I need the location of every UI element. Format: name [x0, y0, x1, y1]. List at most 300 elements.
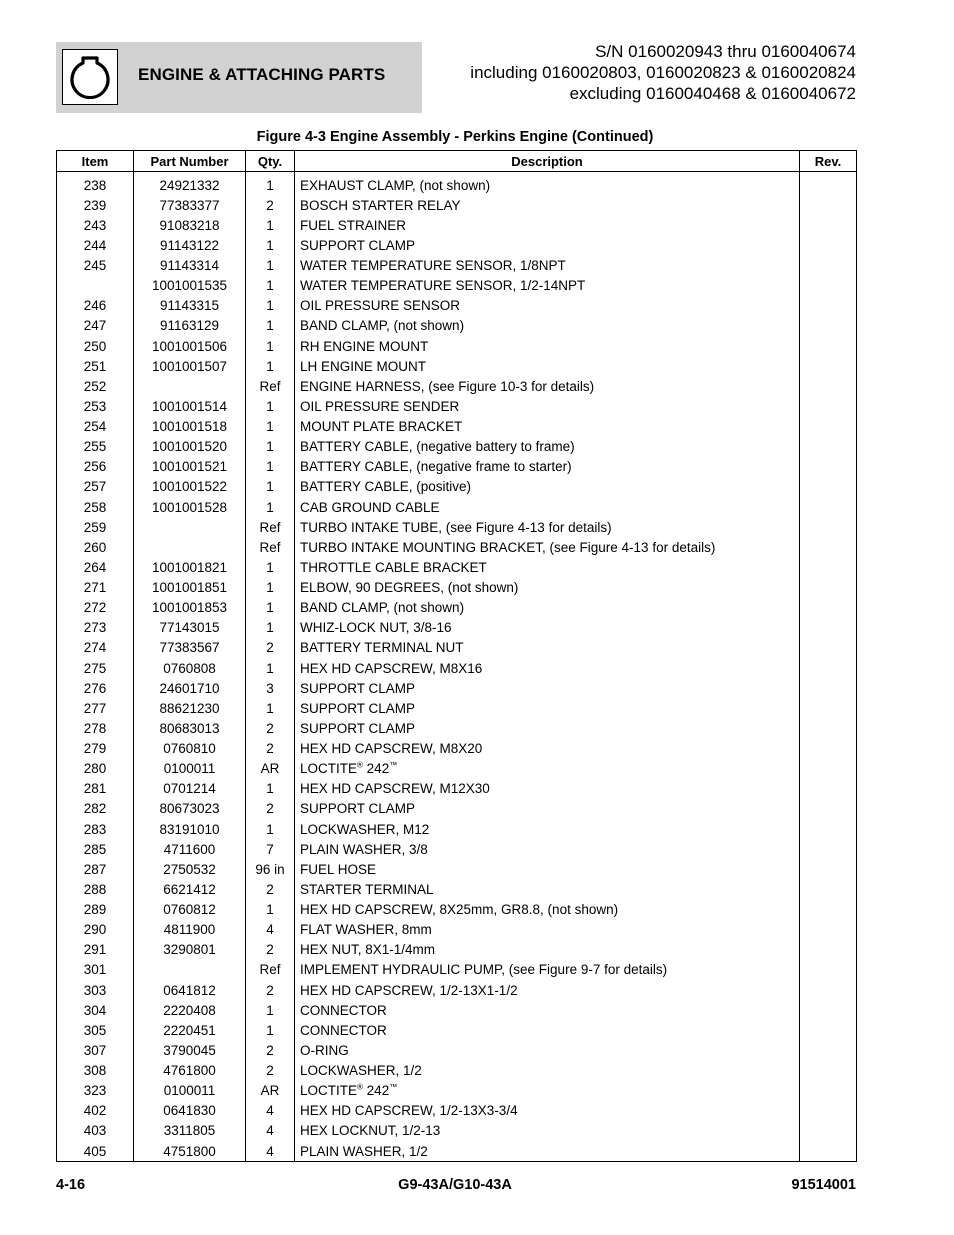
- rev-cell: [800, 336, 857, 356]
- part-number-cell: 1001001522: [134, 477, 246, 497]
- item-cell: 303: [57, 980, 134, 1000]
- part-number-cell: 1001001506: [134, 336, 246, 356]
- item-cell: 260: [57, 537, 134, 557]
- rev-cell: [800, 980, 857, 1000]
- qty-cell: 1: [246, 658, 295, 678]
- table-row: [57, 477, 857, 497]
- qty-cell: 1: [246, 417, 295, 437]
- rev-cell: [800, 839, 857, 859]
- item-cell: 238: [57, 172, 134, 196]
- part-number-cell: 1001001518: [134, 417, 246, 437]
- qty-cell: 1: [246, 618, 295, 638]
- table-row: [57, 759, 857, 779]
- description-cell: BAND CLAMP, (not shown): [295, 316, 800, 336]
- qty-cell: 1: [246, 172, 295, 196]
- qty-cell: 4: [246, 1121, 295, 1141]
- item-cell: 289: [57, 900, 134, 920]
- rev-cell: [800, 1081, 857, 1101]
- table-row: [57, 1081, 857, 1101]
- rev-cell: [800, 1020, 857, 1040]
- rev-cell: [800, 396, 857, 416]
- rev-cell: [800, 195, 857, 215]
- section-title: ENGINE & ATTACHING PARTS: [138, 65, 386, 84]
- rev-cell: [800, 316, 857, 336]
- item-cell: 253: [57, 396, 134, 416]
- table-row: [57, 799, 857, 819]
- description-cell: FUEL STRAINER: [295, 215, 800, 235]
- item-cell: 246: [57, 296, 134, 316]
- description-cell: CONNECTOR: [295, 1020, 800, 1040]
- qty-cell: AR: [246, 759, 295, 779]
- part-number-cell: 4761800: [134, 1061, 246, 1081]
- part-number-cell: 1001001521: [134, 457, 246, 477]
- description-cell: HEX LOCKNUT, 1/2-13: [295, 1121, 800, 1141]
- part-number-cell: 77143015: [134, 618, 246, 638]
- rev-cell: [800, 638, 857, 658]
- description-cell: WHIZ-LOCK NUT, 3/8-16: [295, 618, 800, 638]
- part-number-cell: 2220451: [134, 1020, 246, 1040]
- rev-cell: [800, 457, 857, 477]
- part-number-cell: 91083218: [134, 215, 246, 235]
- table-row: [57, 1020, 857, 1040]
- item-cell: 281: [57, 779, 134, 799]
- part-number-cell: 0641830: [134, 1101, 246, 1121]
- rev-cell: [800, 658, 857, 678]
- table-row: [57, 940, 857, 960]
- table-row: [57, 172, 857, 196]
- item-cell: 256: [57, 457, 134, 477]
- description-cell: HEX HD CAPSCREW, 1/2-13X1-1/2: [295, 980, 800, 1000]
- column-header-description: Description: [295, 151, 800, 172]
- table-row: [57, 900, 857, 920]
- item-cell: 323: [57, 1081, 134, 1101]
- item-cell: 274: [57, 638, 134, 658]
- part-number-cell: 1001001507: [134, 356, 246, 376]
- description-cell: WATER TEMPERATURE SENSOR, 1/2-14NPT: [295, 276, 800, 296]
- qty-cell: 1: [246, 779, 295, 799]
- qty-cell: 2: [246, 718, 295, 738]
- table-row: [57, 598, 857, 618]
- item-cell: 283: [57, 819, 134, 839]
- qty-cell: 4: [246, 1101, 295, 1121]
- part-number-cell: [134, 376, 246, 396]
- part-number-cell: 80683013: [134, 718, 246, 738]
- qty-cell: 1: [246, 819, 295, 839]
- description-cell: TURBO INTAKE TUBE, (see Figure 4-13 for details): [295, 517, 800, 537]
- description-cell: OIL PRESSURE SENDER: [295, 396, 800, 416]
- item-cell: 252: [57, 376, 134, 396]
- description-cell: BOSCH STARTER RELAY: [295, 195, 800, 215]
- rev-cell: [800, 417, 857, 437]
- description-cell: HEX HD CAPSCREW, 8X25mm, GR8.8, (not shown): [295, 900, 800, 920]
- qty-cell: 1: [246, 578, 295, 598]
- table-row: [57, 578, 857, 598]
- qty-cell: 1: [246, 296, 295, 316]
- page-number: 4-16: [56, 1177, 86, 1193]
- rev-cell: [800, 235, 857, 255]
- table-row: [57, 638, 857, 658]
- description-cell: SUPPORT CLAMP: [295, 718, 800, 738]
- table-row: [57, 417, 857, 437]
- qty-cell: 2: [246, 980, 295, 1000]
- qty-cell: 1: [246, 276, 295, 296]
- qty-cell: 1: [246, 396, 295, 416]
- serial-number-block: [470, 41, 856, 104]
- description-cell: RH ENGINE MOUNT: [295, 336, 800, 356]
- qty-cell: 1: [246, 215, 295, 235]
- item-cell: 247: [57, 316, 134, 336]
- document-number: 91514001: [791, 1177, 856, 1193]
- part-number-cell: 0760812: [134, 900, 246, 920]
- item-cell: 273: [57, 618, 134, 638]
- qty-cell: 1: [246, 235, 295, 255]
- table-row: [57, 718, 857, 738]
- item-cell: 405: [57, 1141, 134, 1162]
- part-number-cell: 91143315: [134, 296, 246, 316]
- part-number-cell: 83191010: [134, 819, 246, 839]
- parts-table: [56, 150, 857, 1162]
- part-number-cell: 1001001851: [134, 578, 246, 598]
- description-cell: LOCTITE® 242™: [295, 1081, 800, 1101]
- table-row: [57, 1061, 857, 1081]
- rev-cell: [800, 557, 857, 577]
- table-row: [57, 457, 857, 477]
- table-row: [57, 396, 857, 416]
- sn-line: excluding 0160040468 & 0160040672: [569, 84, 856, 103]
- item-cell: 254: [57, 417, 134, 437]
- item-cell: 245: [57, 256, 134, 276]
- description-cell: LOCKWASHER, M12: [295, 819, 800, 839]
- table-row: [57, 215, 857, 235]
- rev-cell: [800, 537, 857, 557]
- rev-cell: [800, 276, 857, 296]
- part-number-cell: 77383377: [134, 195, 246, 215]
- part-number-cell: 1001001535: [134, 276, 246, 296]
- rev-cell: [800, 759, 857, 779]
- qty-cell: 2: [246, 940, 295, 960]
- table-row: [57, 517, 857, 537]
- rev-cell: [800, 437, 857, 457]
- rev-cell: [800, 879, 857, 899]
- rev-cell: [800, 960, 857, 980]
- part-number-cell: 4811900: [134, 920, 246, 940]
- item-cell: 301: [57, 960, 134, 980]
- part-number-cell: 1001001821: [134, 557, 246, 577]
- table-row: [57, 618, 857, 638]
- table-row: [57, 1101, 857, 1121]
- item-cell: 278: [57, 718, 134, 738]
- table-row: [57, 1040, 857, 1060]
- description-cell: BATTERY CABLE, (negative battery to frame): [295, 437, 800, 457]
- part-number-cell: [134, 960, 246, 980]
- qty-cell: 1: [246, 557, 295, 577]
- table-row: [57, 819, 857, 839]
- part-number-cell: 3790045: [134, 1040, 246, 1060]
- description-cell: BAND CLAMP, (not shown): [295, 598, 800, 618]
- rev-cell: [800, 799, 857, 819]
- part-number-cell: 1001001528: [134, 497, 246, 517]
- description-cell: HEX HD CAPSCREW, 1/2-13X3-3/4: [295, 1101, 800, 1121]
- item-cell: 288: [57, 879, 134, 899]
- engine-logo: [62, 49, 118, 105]
- description-cell: LOCTITE® 242™: [295, 759, 800, 779]
- part-number-cell: 88621230: [134, 698, 246, 718]
- rev-cell: [800, 900, 857, 920]
- part-number-cell: 6621412: [134, 879, 246, 899]
- description-cell: BATTERY TERMINAL NUT: [295, 638, 800, 658]
- item-cell: 402: [57, 1101, 134, 1121]
- table-row: [57, 437, 857, 457]
- description-cell: SUPPORT CLAMP: [295, 678, 800, 698]
- description-cell: HEX HD CAPSCREW, M8X20: [295, 739, 800, 759]
- table-row: [57, 839, 857, 859]
- description-cell: CAB GROUND CABLE: [295, 497, 800, 517]
- item-cell: 244: [57, 235, 134, 255]
- qty-cell: 1: [246, 477, 295, 497]
- rev-cell: [800, 477, 857, 497]
- table-row: [57, 980, 857, 1000]
- part-number-cell: 24601710: [134, 678, 246, 698]
- qty-cell: Ref: [246, 517, 295, 537]
- description-cell: SUPPORT CLAMP: [295, 235, 800, 255]
- qty-cell: AR: [246, 1081, 295, 1101]
- qty-cell: Ref: [246, 376, 295, 396]
- part-number-cell: 3311805: [134, 1121, 246, 1141]
- table-row: [57, 879, 857, 899]
- parts-table-body: [57, 172, 857, 1162]
- description-cell: LOCKWASHER, 1/2: [295, 1061, 800, 1081]
- description-cell: OIL PRESSURE SENSOR: [295, 296, 800, 316]
- table-row: [57, 678, 857, 698]
- part-number-cell: 1001001853: [134, 598, 246, 618]
- qty-cell: 96 in: [246, 859, 295, 879]
- description-cell: ENGINE HARNESS, (see Figure 10-3 for details): [295, 376, 800, 396]
- part-number-cell: 0100011: [134, 759, 246, 779]
- rev-cell: [800, 296, 857, 316]
- table-row: [57, 356, 857, 376]
- table-row: [57, 1121, 857, 1141]
- item-cell: 272: [57, 598, 134, 618]
- part-number-cell: 0100011: [134, 1081, 246, 1101]
- description-cell: SUPPORT CLAMP: [295, 799, 800, 819]
- table-row: [57, 376, 857, 396]
- qty-cell: 1: [246, 437, 295, 457]
- qty-cell: 1: [246, 356, 295, 376]
- description-cell: IMPLEMENT HYDRAULIC PUMP, (see Figure 9-7 for details): [295, 960, 800, 980]
- item-cell: 285: [57, 839, 134, 859]
- rev-cell: [800, 356, 857, 376]
- description-cell: FLAT WASHER, 8mm: [295, 920, 800, 940]
- rev-cell: [800, 1101, 857, 1121]
- table-row: [57, 698, 857, 718]
- item-cell: 305: [57, 1020, 134, 1040]
- item-cell: 277: [57, 698, 134, 718]
- item-cell: 308: [57, 1061, 134, 1081]
- description-cell: TURBO INTAKE MOUNTING BRACKET, (see Figure 4-13 for details): [295, 537, 800, 557]
- part-number-cell: 80673023: [134, 799, 246, 819]
- qty-cell: 2: [246, 739, 295, 759]
- table-row: [57, 497, 857, 517]
- part-number-cell: 1001001514: [134, 396, 246, 416]
- rev-cell: [800, 1061, 857, 1081]
- part-number-cell: 3290801: [134, 940, 246, 960]
- item-cell: 280: [57, 759, 134, 779]
- item-cell: 271: [57, 578, 134, 598]
- item-cell: 258: [57, 497, 134, 517]
- rev-cell: [800, 920, 857, 940]
- table-row: [57, 316, 857, 336]
- qty-cell: 1: [246, 336, 295, 356]
- table-row: [57, 739, 857, 759]
- item-cell: 257: [57, 477, 134, 497]
- qty-cell: 2: [246, 1040, 295, 1060]
- rev-cell: [800, 618, 857, 638]
- part-number-cell: 0701214: [134, 779, 246, 799]
- item-cell: 282: [57, 799, 134, 819]
- part-number-cell: 2750532: [134, 859, 246, 879]
- table-row: [57, 235, 857, 255]
- rev-cell: [800, 859, 857, 879]
- rev-cell: [800, 718, 857, 738]
- item-cell: 279: [57, 739, 134, 759]
- description-cell: ELBOW, 90 DEGREES, (not shown): [295, 578, 800, 598]
- part-number-cell: 91143122: [134, 235, 246, 255]
- item-cell: 239: [57, 195, 134, 215]
- rev-cell: [800, 739, 857, 759]
- item-cell: 290: [57, 920, 134, 940]
- qty-cell: 7: [246, 839, 295, 859]
- part-number-cell: 24921332: [134, 172, 246, 196]
- description-cell: STARTER TERMINAL: [295, 879, 800, 899]
- description-cell: LH ENGINE MOUNT: [295, 356, 800, 376]
- rev-cell: [800, 819, 857, 839]
- rev-cell: [800, 578, 857, 598]
- qty-cell: 2: [246, 879, 295, 899]
- table-row: [57, 296, 857, 316]
- item-cell: 259: [57, 517, 134, 537]
- table-row: [57, 537, 857, 557]
- column-header-item: Item: [57, 151, 134, 172]
- item-cell: 276: [57, 678, 134, 698]
- rev-cell: [800, 678, 857, 698]
- item-cell: 275: [57, 658, 134, 678]
- qty-cell: 1: [246, 598, 295, 618]
- qty-cell: 1: [246, 1000, 295, 1020]
- item-cell: 304: [57, 1000, 134, 1020]
- qty-cell: 2: [246, 1061, 295, 1081]
- part-number-cell: 91163129: [134, 316, 246, 336]
- description-cell: EXHAUST CLAMP, (not shown): [295, 172, 800, 196]
- item-cell: 250: [57, 336, 134, 356]
- rev-cell: [800, 779, 857, 799]
- qty-cell: 1: [246, 316, 295, 336]
- qty-cell: 4: [246, 920, 295, 940]
- sn-line: S/N 0160020943 thru 0160040674: [595, 42, 856, 61]
- sn-line: including 0160020803, 0160020823 & 0160020824: [470, 63, 856, 82]
- table-row: [57, 256, 857, 276]
- rev-cell: [800, 1040, 857, 1060]
- qty-cell: 1: [246, 1020, 295, 1040]
- column-header-rev: Rev.: [800, 151, 857, 172]
- item-cell: 251: [57, 356, 134, 376]
- rev-cell: [800, 1141, 857, 1162]
- table-row: [57, 336, 857, 356]
- part-number-cell: 4751800: [134, 1141, 246, 1162]
- description-cell: PLAIN WASHER, 1/2: [295, 1141, 800, 1162]
- item-cell: 307: [57, 1040, 134, 1060]
- table-row: [57, 859, 857, 879]
- column-header-part-number: Part Number: [134, 151, 246, 172]
- table-row: [57, 658, 857, 678]
- rev-cell: [800, 215, 857, 235]
- rev-cell: [800, 1000, 857, 1020]
- figure-title: Figure 4-3 Engine Assembly - Perkins Engine (Continued): [256, 129, 654, 145]
- table-row: [57, 920, 857, 940]
- qty-cell: 1: [246, 457, 295, 477]
- part-number-cell: 0641812: [134, 980, 246, 1000]
- description-cell: HEX HD CAPSCREW, M8X16: [295, 658, 800, 678]
- rev-cell: [800, 598, 857, 618]
- table-row: [57, 960, 857, 980]
- description-cell: CONNECTOR: [295, 1000, 800, 1020]
- part-number-cell: [134, 537, 246, 557]
- item-cell: 291: [57, 940, 134, 960]
- description-cell: SUPPORT CLAMP: [295, 698, 800, 718]
- qty-cell: 1: [246, 900, 295, 920]
- column-header-qty: Qty.: [246, 151, 295, 172]
- qty-cell: 3: [246, 678, 295, 698]
- qty-cell: 1: [246, 698, 295, 718]
- item-cell: [57, 276, 134, 296]
- qty-cell: 1: [246, 497, 295, 517]
- table-row: [57, 1000, 857, 1020]
- qty-cell: Ref: [246, 960, 295, 980]
- description-cell: WATER TEMPERATURE SENSOR, 1/8NPT: [295, 256, 800, 276]
- table-row: [57, 1141, 857, 1162]
- description-cell: MOUNT PLATE BRACKET: [295, 417, 800, 437]
- description-cell: BATTERY CABLE, (positive): [295, 477, 800, 497]
- part-number-cell: 2220408: [134, 1000, 246, 1020]
- qty-cell: 4: [246, 1141, 295, 1162]
- engine-icon: [66, 53, 114, 101]
- qty-cell: 2: [246, 195, 295, 215]
- description-cell: HEX NUT, 8X1-1/4mm: [295, 940, 800, 960]
- part-number-cell: 91143314: [134, 256, 246, 276]
- part-number-cell: [134, 517, 246, 537]
- item-cell: 264: [57, 557, 134, 577]
- description-cell: FUEL HOSE: [295, 859, 800, 879]
- table-row: [57, 276, 857, 296]
- rev-cell: [800, 256, 857, 276]
- part-number-cell: 1001001520: [134, 437, 246, 457]
- qty-cell: Ref: [246, 537, 295, 557]
- item-cell: 255: [57, 437, 134, 457]
- description-cell: O-RING: [295, 1040, 800, 1060]
- item-cell: 243: [57, 215, 134, 235]
- rev-cell: [800, 517, 857, 537]
- table-row: [57, 557, 857, 577]
- rev-cell: [800, 940, 857, 960]
- rev-cell: [800, 172, 857, 196]
- qty-cell: 2: [246, 638, 295, 658]
- part-number-cell: 4711600: [134, 839, 246, 859]
- model-number: G9-43A/G10-43A: [398, 1177, 512, 1193]
- rev-cell: [800, 376, 857, 396]
- description-cell: HEX HD CAPSCREW, M12X30: [295, 779, 800, 799]
- item-cell: 403: [57, 1121, 134, 1141]
- rev-cell: [800, 698, 857, 718]
- rev-cell: [800, 497, 857, 517]
